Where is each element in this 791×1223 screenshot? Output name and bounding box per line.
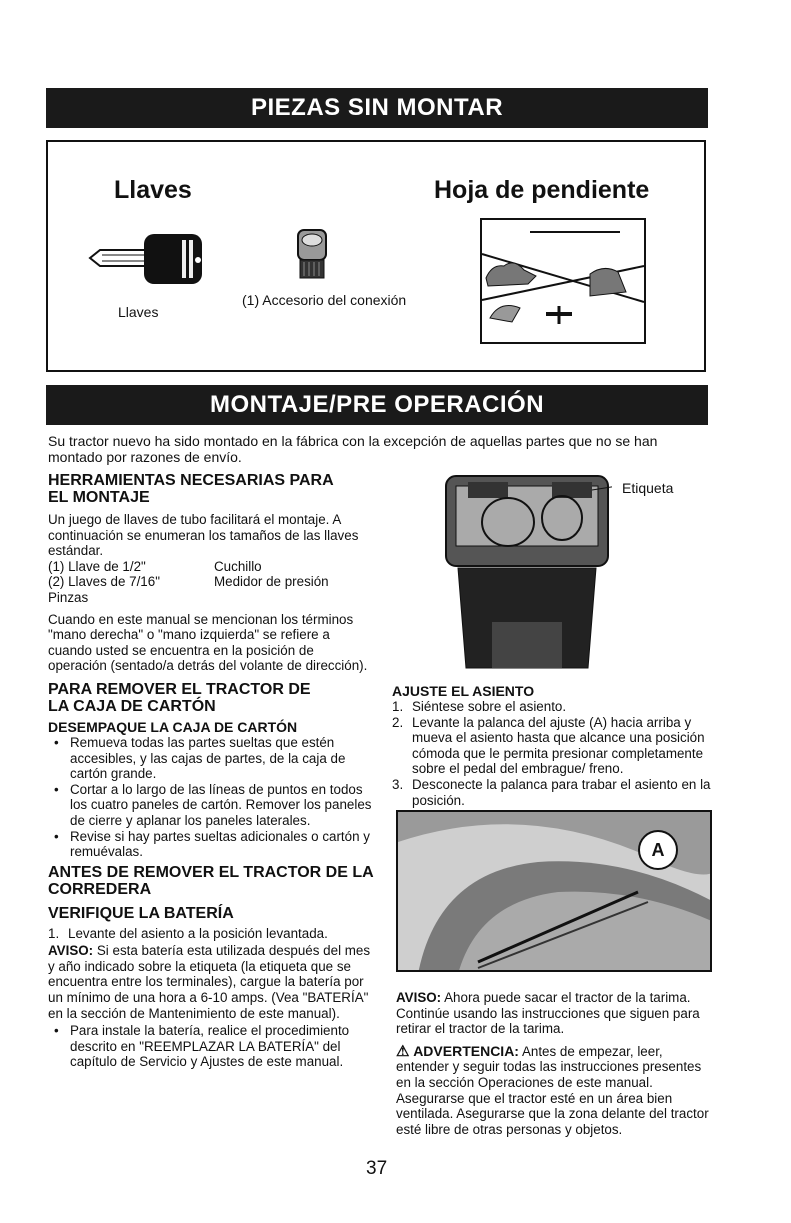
install-battery-item: • Para instale la batería, realice el procedimiento descrito en "REEMPLAZAR LA BATERÍA" del capítulo de Servicio y Ajustes de este manual. <box>48 1023 374 1070</box>
battery-heading: VERIFIQUE LA BATERÍA <box>48 904 234 922</box>
lever-a-callout: A <box>638 830 678 870</box>
unassembled-parts-banner: PIEZAS SIN MONTAR <box>46 88 708 128</box>
tool-2a: (2) Llaves de 7/16" <box>48 574 160 590</box>
seat-step-1: 1. Siéntese sobre el asiento. <box>392 699 567 714</box>
warning-icon: ⚠ <box>396 1042 410 1060</box>
slope-sheet-image <box>480 218 646 344</box>
left-column <box>48 472 374 1070</box>
seat-heading: AJUSTE EL ASIENTO <box>392 683 535 699</box>
page-number: 37 <box>366 1158 388 1179</box>
tool-row-1 <box>48 559 374 575</box>
key-icon <box>88 228 208 288</box>
tractor-notice-text: Ahora puede sacar el tractor de la tarima. Continúe usando las instrucciones que siguen para retirar el tractor de la tarima. <box>396 990 700 1037</box>
battery-step-1: 1. Levante del asiento a la posición levantada. <box>48 925 328 941</box>
battery-label-image <box>442 472 612 672</box>
tractor-notice <box>396 990 712 1037</box>
tools-heading: HERRAMIENTAS NECESARIAS PARA EL MONTAJE <box>48 472 334 506</box>
tool-1b: Cuchillo <box>214 558 262 574</box>
slope-sheet-heading: Hoja de pendiente <box>434 176 650 204</box>
intro-text: Su tractor nuevo ha sido montado en la fábrica con la excepción de aquellas partes que no se han montado por razones de envío. <box>48 433 658 465</box>
keys-heading: Llaves <box>114 176 192 204</box>
tool-1a: (1) Llave de 1/2" <box>48 558 146 574</box>
unassembled-parts-box <box>46 140 706 372</box>
seat-step-2-text: Levante la palanca del ajuste (A) hacia arriba y mueva el asiento hasta que alcance una posición cómoda que le permita presionar completamente sobre el pedal del embrague/ freno. <box>412 714 705 777</box>
keys-caption: Llaves <box>118 304 159 320</box>
seat-lever-photo <box>396 810 712 972</box>
label-callout: Etiqueta <box>622 480 674 496</box>
seat-step-3: 3. Desconecte la palanca para trabar el asiento en la posición. <box>392 776 711 808</box>
tool-2b: Medidor de presión <box>214 574 329 590</box>
hands-text: Cuando en este manual se mencionan los términos "mano derecha" o "mano izquierda" se refiere a cuando usted se encuentra en la posición de operación (sentado/a detrás del volante de dirección). <box>48 611 368 674</box>
tools-text: Un juego de llaves de tubo facilitará el montaje. A continuación se enumeran los tamaños de las llaves estándar. <box>48 512 359 559</box>
unpack-item-3: • Revise si hay partes sueltas adicionales o cartón y remuévalas. <box>48 829 374 860</box>
connector-fitting-icon <box>294 228 330 280</box>
battery-step-1-text: Levante del asiento a la posición levantada. <box>68 925 328 941</box>
tool-3: Pinzas <box>48 589 89 605</box>
right-column-notices <box>396 990 712 1137</box>
right-column-seat <box>392 683 712 808</box>
seat-step-2: 2. Levante la palanca del ajuste (A) hacia arriba y mueva el asiento hasta que alcance una posición cómoda que le permita presionar completamente sobre el pedal del embrague/ freno. <box>392 714 705 777</box>
seat-step-1-text: Siéntese sobre el asiento. <box>412 699 567 714</box>
battery-notice-text: Si esta batería esta utilizada después del mes y año indicado sobre la etiqueta (la etiqueta que se encuentra entre los terminales), cargue la batería por un mínimo de una hora a 6-10 amps. (Vea "BATERÍA" en la sección de Mantenimiento de este manual). <box>48 943 371 1021</box>
before-removing-heading: ANTES DE REMOVER EL TRACTOR DE LA CORREDERA <box>48 863 374 898</box>
tool-row-2 <box>48 574 374 590</box>
warning-text: Antes de empezar, leer, entender y seguir todas las instrucciones presentes en la sección Operaciones de este manual. Asegurarse que el tractor esté en un área bien ventilada. Asegurarse que la zona delante del tractor esté libre de otras personas y objetos. <box>396 1043 709 1137</box>
battery-notice <box>48 943 374 1021</box>
unpack-heading: DESEMPAQUE LA CAJA DE CARTÓN <box>48 718 298 735</box>
seat-step-3-text: Desconecte la palanca para trabar el asiento en la posición. <box>412 776 711 808</box>
warning <box>396 1044 712 1138</box>
remove-heading: PARA REMOVER EL TRACTOR DE LA CAJA DE CARTÓN <box>48 680 311 715</box>
unpack-item-2: • Cortar a lo largo de las líneas de puntos en todos los cuatro paneles de cartón. Remover los paneles de cierre y aplanar los paneles laterales. <box>48 782 374 829</box>
tractor-notice-label: AVISO: <box>396 990 442 1005</box>
battery-notice-label: AVISO: <box>48 943 94 959</box>
connector-caption: (1) Accesorio del conexión <box>242 292 407 308</box>
unpack-item-1: • Remueva todas las partes sueltas que estén accesibles, y las cajas de partes, de la caja de cartón grande. <box>48 735 374 782</box>
assembly-preoperation-banner: MONTAJE/PRE OPERACIÓN <box>46 385 708 425</box>
warning-label: ADVERTENCIA: <box>413 1042 519 1059</box>
